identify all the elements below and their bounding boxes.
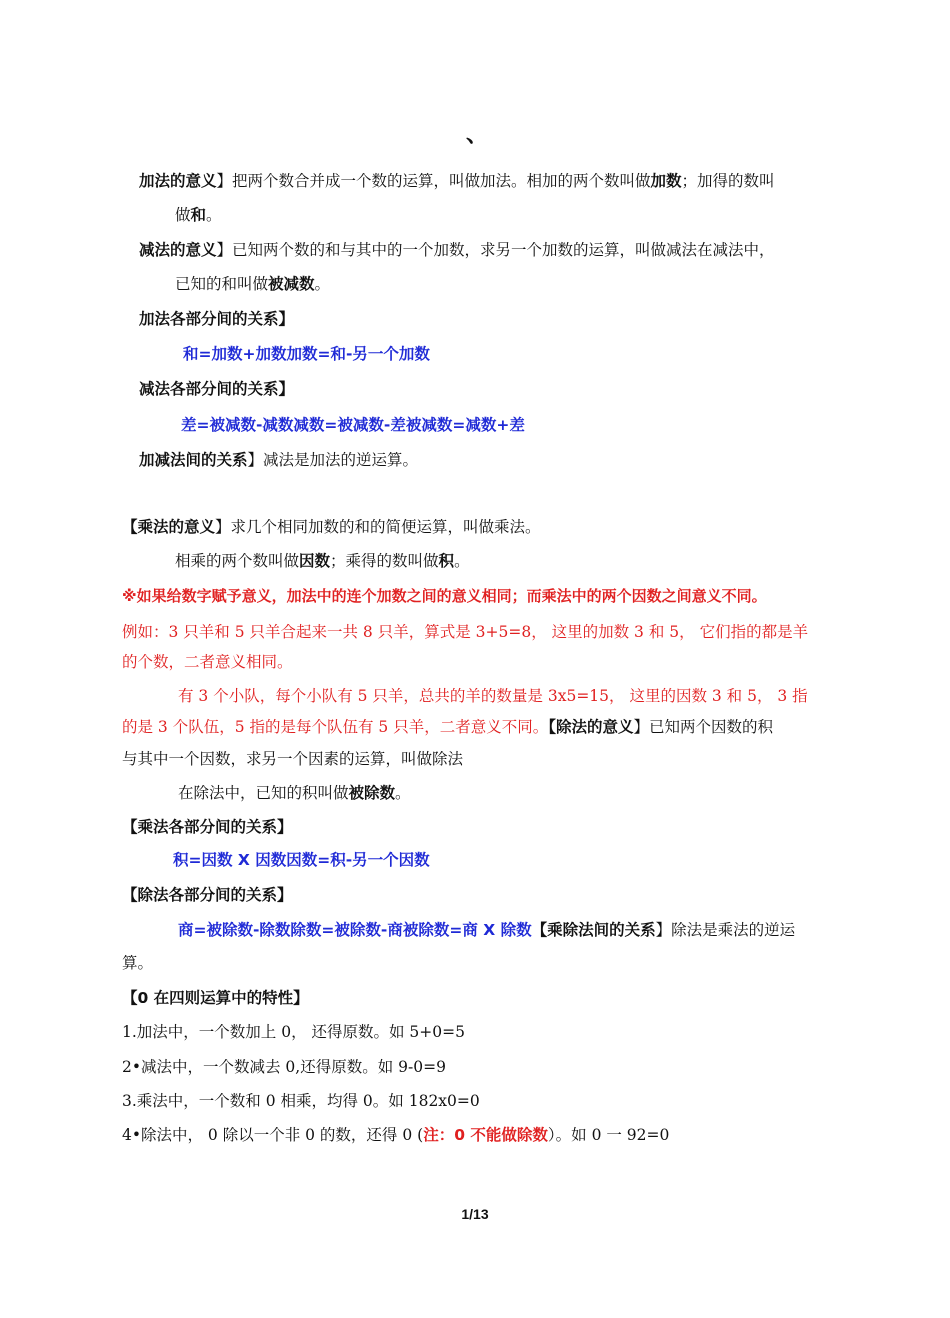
div-line <box>178 783 411 803</box>
add-meaning-text2: ；加得的数叫 <box>681 172 775 190</box>
term-product: 积 <box>438 552 455 570</box>
term-sum: 和 <box>190 206 207 224</box>
sub-relation-formula: 差=被减数-减数减数=被减数-差被减数=减数+差 <box>181 416 525 434</box>
mul-relation-heading: 【乘法各部分间的关系】 <box>122 818 293 836</box>
example1-line2: 的个数，二者意义相同。 <box>122 653 293 671</box>
div-relation-cont: 算。 <box>122 954 154 972</box>
addsub-relation-text: 】减法是加法的逆运算。 <box>247 451 419 469</box>
zero-item-4 <box>122 1125 669 1145</box>
term-factor: 因数 <box>299 552 331 570</box>
add-relation-heading: 加法各部分间的关系】 <box>139 310 295 328</box>
text: 做 <box>175 206 191 224</box>
sub-meaning-cont <box>175 274 330 294</box>
mul-meaning-line <box>122 517 541 537</box>
add-relation-formula: 和=加数+加数加数=和-另一个加数 <box>183 345 430 363</box>
sub-relation-heading: 减法各部分间的关系】 <box>139 380 295 398</box>
text: ）。如 0 一 92=0 <box>547 1126 670 1144</box>
text: ；乘得的数叫做 <box>330 552 439 570</box>
text: 在除法中，已知的积叫做 <box>178 784 349 802</box>
note-line: ※如果给数字赋予意义，加法中的连个加数之间的意义相同；而乘法中的两个因数之间意义不同。 <box>122 587 767 605</box>
zero-note: 注：0 不能做除数 <box>423 1126 548 1144</box>
div-meaning-heading: 【除法的意义 <box>548 718 634 736</box>
example2-text: 的是 3 个队伍，5 指的是每个队伍有 5 只羊，二者意义不同。 <box>122 718 549 736</box>
example2-line1: 有 3 个小队，每个小队有 5 只羊，总共的羊的数量是 3x5=15， 这里的因数 3 和 5， 3 指 <box>178 687 808 705</box>
example2-line3: 与其中一个因数，求另一个因素的运算，叫做除法 <box>122 750 464 768</box>
text: 4•除法中， 0 除以一个非 0 的数，还得 0 ( <box>122 1126 424 1144</box>
mul-relation-formula: 积=因数 X 因数因数=积-另一个因数 <box>173 851 430 869</box>
div-relation-formula: 商=被除数-除数除数=被除数-商被除数=商 X 除数 <box>178 921 532 939</box>
div-relation-line <box>178 920 795 940</box>
text: 相乘的两个数叫做 <box>175 552 300 570</box>
muldiv-relation-heading: 【乘除法间的关系 <box>531 921 656 939</box>
example1-line1: 例如：3 只羊和 5 只羊合起来一共 8 只羊，算式是 3+5=8， 这里的加数 3 和 5， 它们指的都是羊 <box>122 623 809 641</box>
text: 。 <box>395 784 411 802</box>
mul-meaning-cont <box>175 551 470 571</box>
sub-meaning-heading: 减法的意义 <box>139 241 217 259</box>
text: 。 <box>206 206 222 224</box>
sub-meaning-line <box>139 240 775 260</box>
add-meaning-text: 】把两个数合并成一个数的运算，叫做加法。相加的两个数叫做 <box>216 172 651 190</box>
addsub-relation-line <box>139 450 418 470</box>
text: 。 <box>314 275 331 293</box>
zero-item-3: 3.乘法中，一个数和 0 相乘，均得 0。如 182x0=0 <box>122 1092 480 1110</box>
term-addend: 加数 <box>650 172 682 190</box>
muldiv-relation-text: 】除法是乘法的逆运 <box>655 921 796 939</box>
sub-meaning-text: 】已知两个数的和与其中的一个加数，求另一个加数的运算，叫做减法在减法中， <box>216 241 775 259</box>
example2-line2 <box>122 717 773 737</box>
div-relation-heading: 【除法各部分间的关系】 <box>122 886 293 904</box>
add-meaning-cont <box>175 205 222 225</box>
page-number: 1/13 <box>461 1206 489 1222</box>
term-minuend: 被减数 <box>268 275 315 293</box>
div-meaning-text: 】已知两个因数的积 <box>633 718 774 736</box>
zero-heading: 【0 在四则运算中的特性】 <box>122 989 309 1007</box>
text: 。 <box>454 552 470 570</box>
top-mark: 、 <box>466 122 489 148</box>
add-meaning-heading: 加法的意义 <box>139 172 217 190</box>
zero-item-1: 1.加法中，一个数加上 0， 还得原数。如 5+0=5 <box>122 1023 465 1041</box>
term-dividend: 被除数 <box>348 784 396 802</box>
text: 已知的和叫做 <box>175 275 269 293</box>
mul-meaning-heading: 【乘法的意义 <box>122 518 216 536</box>
zero-item-2: 2•减法中，一个数减去 0,还得原数。如 9-0=9 <box>122 1058 446 1076</box>
add-meaning-line <box>139 171 775 191</box>
addsub-relation-heading: 加减法间的关系 <box>139 451 248 469</box>
mul-meaning-text: 】求几个相同加数的和的简便运算，叫做乘法。 <box>215 518 541 536</box>
